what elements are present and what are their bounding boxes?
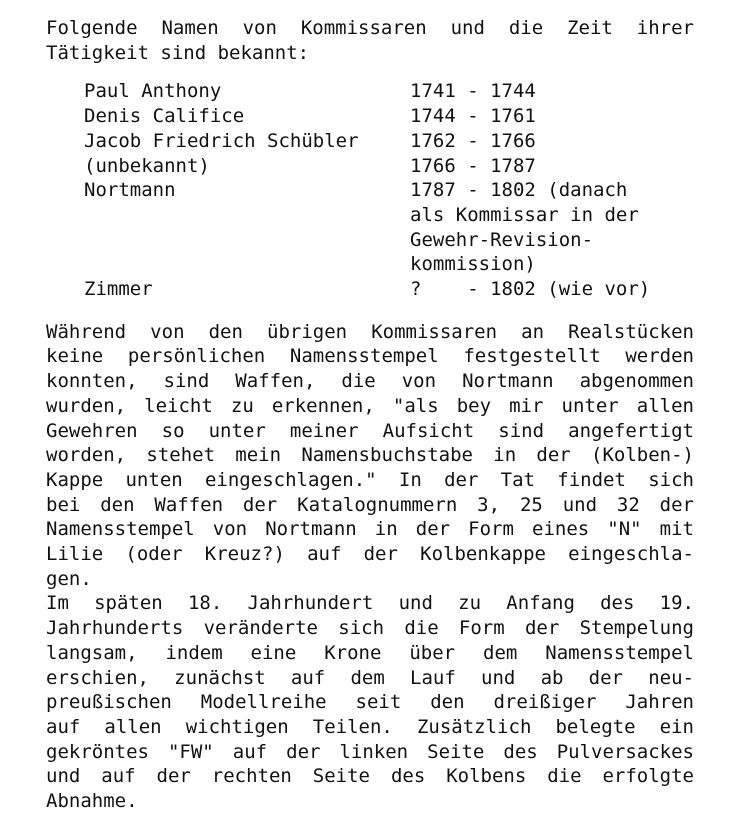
commissioner-row	[84, 178, 694, 277]
commissioner-row	[84, 129, 694, 154]
commissioner-period	[410, 154, 536, 179]
commissioner-period	[410, 277, 650, 302]
commissioner-name: (unbekannt)	[84, 154, 210, 177]
text-line: Abnahme.	[46, 790, 138, 813]
text-line: Gewehren so unter meiner Aufsicht sind angefertigt	[46, 419, 694, 442]
text-line: Tätigkeit sind bekannt:	[46, 41, 310, 64]
commissioner-period	[410, 178, 639, 277]
text-line: auf allen wichtigen Teilen. Zusätzlich belegte ein	[46, 715, 694, 738]
text-line: Während von den übrigen Kommissaren an Realstücken	[46, 320, 694, 343]
period-line: 1787 - 1802 (danach	[410, 179, 628, 202]
document-page	[46, 16, 694, 814]
intro-paragraph	[46, 16, 694, 65]
text-line: wurden, leicht zu erkennen, "als bey mir unter allen	[46, 394, 694, 417]
paragraph-crown-stamps	[46, 591, 694, 813]
commissioner-row	[84, 104, 694, 129]
commissioner-period	[410, 79, 536, 104]
commissioner-period	[410, 129, 536, 154]
period-line: 1741 - 1744	[410, 80, 536, 103]
commissioner-row	[84, 277, 694, 302]
text-line: Im späten 18. Jahrhundert und zu Anfang des 19.	[46, 592, 694, 615]
period-line: 1766 - 1787	[410, 154, 536, 177]
text-line: konnten, sind Waffen, die von Nortmann abgenommen	[46, 370, 694, 393]
commissioner-name: Jacob Friedrich Schübler	[84, 129, 359, 152]
commissioner-row	[84, 79, 694, 104]
text-line: gen.	[46, 567, 92, 590]
commissioner-row	[84, 154, 694, 179]
commissioner-name: Nortmann	[84, 179, 176, 202]
text-line: Lilie (oder Kreuz?) auf der Kolbenkappe eingeschla-	[46, 543, 694, 566]
period-line: ? - 1802 (wie vor)	[410, 278, 651, 301]
text-line: worden, stehet mein Namensbuchstabe in der (Kolben-)	[46, 444, 694, 467]
text-line: bei den Waffen der Katalognummern 3, 25 und 32 der	[46, 493, 694, 516]
text-line: erschien, zunächst auf dem Lauf und ab der neu-	[46, 666, 694, 689]
period-line: 1744 - 1761	[410, 105, 536, 128]
text-line: Jahrhunderts veränderte sich die Form der Stempelung	[46, 617, 694, 640]
text-line: Folgende Namen von Kommissaren und die Zeit ihrer	[46, 17, 694, 39]
period-line: 1762 - 1766	[410, 129, 536, 152]
commissioner-name: Zimmer	[84, 278, 153, 301]
paragraph-nortmann-stamps	[46, 320, 694, 592]
text-line: und auf der rechten Seite des Kolbens die erfolgte	[46, 765, 694, 788]
commissioner-list	[84, 79, 694, 301]
text-line: Kappe unten eingeschlagen." In der Tat findet sich	[46, 468, 694, 491]
text-line: langsam, indem eine Krone über dem Namensstempel	[46, 641, 694, 664]
text-line: gekröntes "FW" auf der linken Seite des Pulversackes	[46, 740, 694, 763]
commissioner-name: Paul Anthony	[84, 80, 222, 103]
text-line: keine persönlichen Namensstempel festgestellt werden	[46, 345, 694, 368]
text-line: Namensstempel von Nortmann in der Form eines "N" mit	[46, 518, 694, 541]
period-line: als Kommissar in der	[410, 203, 639, 226]
commissioner-name: Denis Califice	[84, 105, 245, 128]
text-line: preußischen Modellreihe seit den dreißiger Jahren	[46, 691, 694, 714]
commissioner-period	[410, 104, 536, 129]
period-line: kommission)	[410, 253, 536, 276]
period-line: Gewehr-Revision-	[410, 228, 594, 251]
